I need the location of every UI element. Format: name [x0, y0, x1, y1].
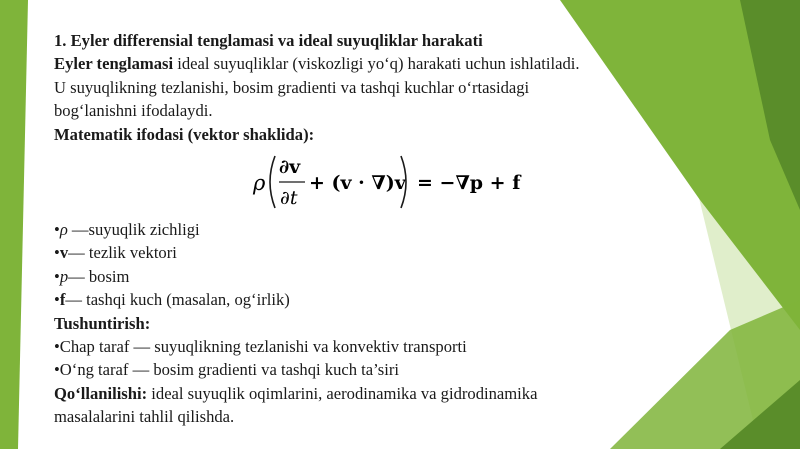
slide-title: 1. Eyler differensial tenglamasi va ideal suyuqliklar harakati	[54, 31, 483, 50]
formula-rho: ρ	[253, 171, 266, 196]
euler-equation	[54, 146, 704, 218]
symbol-rho: ρ	[59, 220, 68, 240]
definition-rho: •ρ —suyuqlik zichligi	[54, 220, 200, 240]
intro-line-3: bog‘lanishni ifodalaydi.	[54, 101, 213, 121]
definition-f: •f— tashqi kuch (masalan, og‘irlik)	[54, 290, 290, 310]
symbol-f: f	[59, 290, 66, 310]
green-shape-left-strip	[0, 0, 28, 449]
equation-svg	[249, 146, 569, 218]
formula-convective: + (v · ∇)v	[309, 172, 406, 195]
left-paren	[270, 156, 275, 208]
definition-v: •v— tezlik vektori	[54, 243, 177, 263]
application-label: Qo‘llanilishi:	[54, 383, 148, 403]
symbol-v: v	[59, 243, 69, 263]
application-line-2: masalalarini tahlil qilishda.	[54, 407, 235, 427]
slide-content	[54, 29, 704, 429]
formula-denominator: ∂t	[280, 187, 298, 210]
explain-item-left: •Chap taraf — suyuqlikning tezlanishi va konvektiv transporti	[54, 337, 467, 357]
symbol-p: p	[59, 266, 69, 286]
intro-line-1	[54, 52, 704, 75]
formula-rhs: = −∇p + f	[417, 172, 521, 195]
application-line-1	[54, 382, 704, 405]
application-text: ideal suyuqlik oqimlarini, aerodinamika va gidrodinamika	[147, 383, 538, 403]
definition-p: •p— bosim	[54, 266, 130, 286]
intro-term: Eyler tenglamasi	[54, 54, 174, 74]
formula-numerator: ∂v	[279, 156, 301, 179]
math-heading: Matematik ifodasi (vektor shaklida):	[54, 124, 315, 144]
intro-text: ideal suyuqliklar (viskozligi yo‘q) harakati uchun ishlatiladi.	[173, 54, 580, 74]
intro-line-2: U suyuqlikning tezlanishi, bosim gradienti va tashqi kuchlar o‘rtasidagi	[54, 77, 530, 97]
explain-heading: Tushuntirish:	[54, 313, 151, 333]
explain-item-right: •O‘ng taraf — bosim gradienti va tashqi kuch ta’siri	[54, 360, 399, 380]
